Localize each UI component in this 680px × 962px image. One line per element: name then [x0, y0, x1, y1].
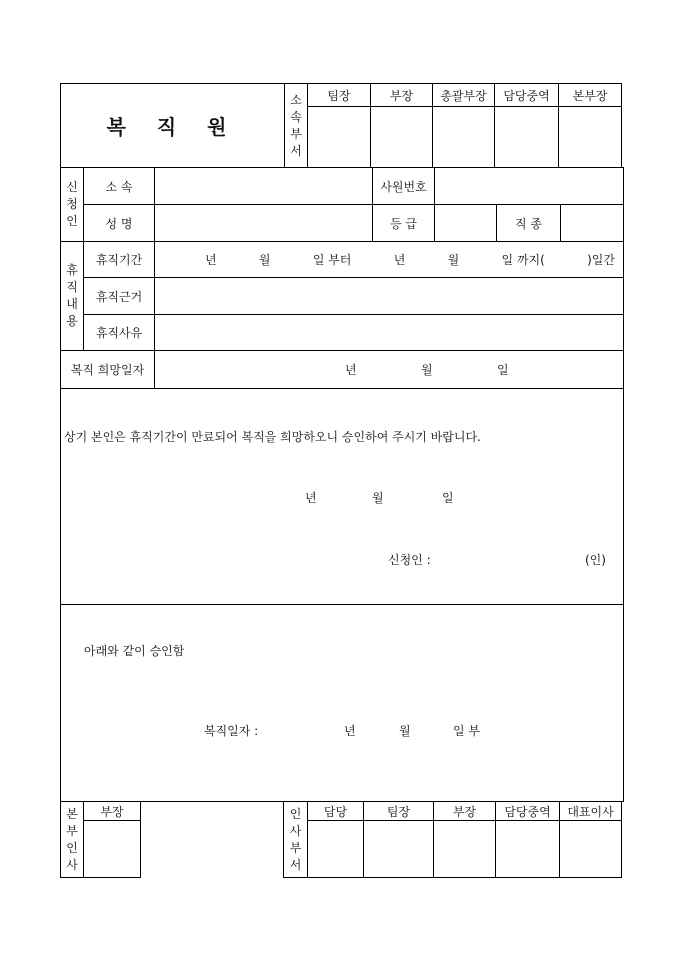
approval-year: 년: [344, 724, 356, 738]
period-start-year: 년: [205, 253, 217, 267]
statement-day: 일: [442, 491, 454, 505]
sign-box-general-manager[interactable]: [433, 107, 495, 168]
approval-day: 일 부: [453, 724, 480, 738]
hr-approver-staff: 담당: [308, 802, 364, 821]
footer-gap: [141, 802, 284, 878]
approval-section: [61, 605, 624, 802]
approver-general-manager: 총괄부장: [433, 84, 495, 107]
affiliation-field[interactable]: [155, 168, 373, 205]
desired-day: 일: [497, 363, 509, 377]
approver-division-head: 본부장: [559, 84, 622, 107]
period-end-day: 일 까지(: [501, 253, 545, 267]
employee-no-label: 사원번호: [373, 168, 435, 205]
form-title: 복 직 원: [61, 84, 285, 168]
leave-group-label: [61, 242, 84, 351]
job-field[interactable]: [561, 205, 624, 242]
reinstatement-form: [60, 83, 621, 878]
hq-sign-box[interactable]: [84, 821, 141, 878]
desired-year: 년: [345, 363, 357, 377]
approver-executive: 담당중역: [495, 84, 559, 107]
hr-approver-ceo: 대표이사: [560, 802, 622, 821]
hq-hr-label: [61, 802, 84, 878]
statement-applicant-label: 신청인 :: [388, 553, 431, 567]
approval-date-label: 복직일자 :: [204, 724, 259, 738]
leave-group-text: 휴직내용: [66, 263, 78, 328]
sign-box-division-head[interactable]: [559, 107, 622, 168]
approval-text: 아래와 같이 승인함: [84, 644, 185, 658]
hr-sign-box-ceo[interactable]: [560, 821, 622, 878]
hr-sign-box-team-lead[interactable]: [364, 821, 434, 878]
affiliation-label: 소 속: [84, 168, 155, 205]
statement-year: 년: [305, 491, 317, 505]
sign-box-executive[interactable]: [495, 107, 559, 168]
sign-box-manager[interactable]: [371, 107, 433, 168]
main-table: [60, 167, 624, 802]
hr-approver-executive: 담당중역: [496, 802, 560, 821]
period-start-month: 월: [258, 253, 271, 267]
hr-approver-team-lead: 팀장: [364, 802, 434, 821]
desired-date-field[interactable]: [155, 351, 624, 389]
hr-dept-label: [284, 802, 308, 878]
hr-dept-text: 인사부서: [289, 806, 302, 872]
approver-team-lead: 팀장: [308, 84, 371, 107]
hr-approver-manager: 부장: [434, 802, 496, 821]
leave-period-field[interactable]: [155, 242, 624, 278]
leave-reason-field[interactable]: [155, 315, 624, 351]
leave-basis-field[interactable]: [155, 278, 624, 315]
footer-table: [60, 801, 622, 878]
statement-month: 월: [372, 491, 384, 505]
sign-box-team-lead[interactable]: [308, 107, 371, 168]
leave-reason-label: 휴직사유: [84, 315, 155, 351]
period-end-year: 년: [393, 253, 406, 267]
desired-date-label: 복직 희망일자: [61, 351, 155, 389]
hr-sign-box-staff[interactable]: [308, 821, 364, 878]
grade-label: 등 급: [373, 205, 435, 242]
desired-month: 월: [421, 363, 433, 377]
dept-label: [285, 84, 308, 168]
grade-field[interactable]: [435, 205, 497, 242]
leave-period-parts: [155, 251, 623, 268]
hq-hr-text: 본부인사: [66, 806, 78, 872]
dept-label-text: 소속부서: [290, 92, 302, 158]
statement-section: [61, 389, 624, 605]
hr-sign-box-manager[interactable]: [434, 821, 496, 878]
period-end-month: 월: [447, 253, 460, 267]
name-field[interactable]: [155, 205, 373, 242]
applicant-group-label: [61, 168, 84, 242]
approver-manager: 부장: [371, 84, 433, 107]
applicant-group-text: 신청인: [66, 180, 78, 228]
employee-no-field[interactable]: [435, 168, 624, 205]
desired-date-parts: [155, 361, 623, 378]
job-label: 직 종: [497, 205, 561, 242]
approval-month: 월: [399, 724, 411, 738]
period-total-days: )일간: [587, 253, 615, 267]
leave-basis-label: 휴직근거: [84, 278, 155, 315]
header-table: [60, 83, 622, 168]
period-start-day: 일 부터: [312, 253, 352, 267]
statement-text: 상기 본인은 휴직기간이 만료되어 복직을 희망하오니 승인하여 주시기 바랍니다.: [64, 430, 481, 444]
hq-approver-label: 부장: [84, 802, 141, 821]
hr-sign-box-executive[interactable]: [496, 821, 560, 878]
leave-period-label: 휴직기간: [84, 242, 155, 278]
statement-seal: (인): [585, 553, 606, 567]
name-label: 성 명: [84, 205, 155, 242]
